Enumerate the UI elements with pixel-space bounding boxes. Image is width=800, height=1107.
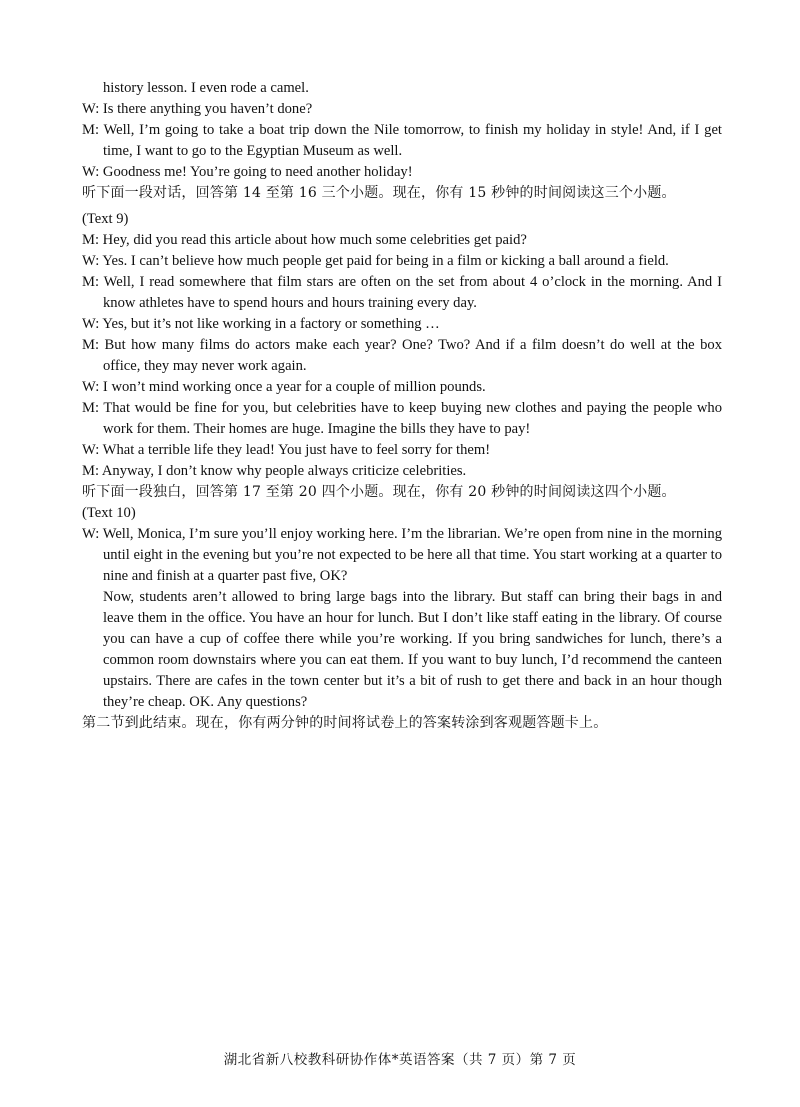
transcript-line: M: That would be fine for you, but celebrities have to keep buying new clothes and paying the people who work for them. Their homes are huge. Imagine the bills they have to pay! (82, 400, 722, 437)
instruction-zh: 第二节到此结束。现在，你有两分钟的时间将试卷上的答案转涂到客观题答题卡上。 (82, 715, 608, 731)
document-body (82, 78, 722, 734)
transcript-line: M: Well, I read somewhere that film stars are often on the set from about 4 o’clock in the morning. And I know athletes have to spend hours and hours training every day. (82, 274, 722, 311)
text-label: (Text 10) (82, 505, 136, 521)
transcript-line: M: Anyway, I don’t know why people always criticize celebrities. (82, 463, 467, 479)
transcript-line: M: Hey, did you read this article about how much some celebrities get paid? (82, 232, 527, 248)
instruction-zh: 听下面一段独白，回答第 17 至第 20 四个小题。现在，你有 20 秒钟的时间阅读这四个小题。 (82, 484, 676, 500)
instruction-zh: 听下面一段对话，回答第 14 至第 16 三个小题。现在，你有 15 秒钟的时间阅读这三个小题。 (82, 185, 676, 201)
transcript-line: W: Yes, but it’s not like working in a factory or something … (82, 316, 440, 332)
transcript-line: W: Well, Monica, I’m sure you’ll enjoy working here. I’m the librarian. We’re open from nine in the morning until eight in the evening but you’re not expected to be here all that time. You start working at a quarter to nine and finish at a quarter past five, OK? (82, 526, 722, 584)
transcript-line: W: Goodness me! You’re going to need another holiday! (82, 164, 413, 180)
transcript-line: W: Is there anything you haven’t done? (82, 101, 313, 117)
transcript-line: W: Yes. I can’t believe how much people get paid for being in a film or kicking a ball around a field. (82, 253, 669, 269)
transcript-paragraph: Now, students aren’t allowed to bring large bags into the library. But staff can bring their bags in and leave them in the office. You have an hour for lunch. But I don’t like staff eating in the library. Of course you can have a cup of coffee there while you’re working. If you bring sandwiches for lunch, there’s a common room downstairs where you can eat them. If you want to buy lunch, I’d recommend the canteen upstairs. There are cafes in the town center but it’s a bit of rush to get there and back in an hour though they’re cheap. OK. Any questions? (103, 589, 722, 710)
transcript-line: W: What a terrible life they lead! You just have to feel sorry for them! (82, 442, 491, 458)
transcript-line: W: I won’t mind working once a year for a couple of million pounds. (82, 379, 486, 395)
transcript-line: M: But how many films do actors make each year? One? Two? And if a film doesn’t do well at the box office, they may never work again. (82, 337, 722, 374)
transcript-line: history lesson. I even rode a camel. (103, 80, 309, 96)
text-label: (Text 9) (82, 211, 129, 227)
page-footer: 湖北省新八校教科研协作体*英语答案（共 7 页）第 7 页 (223, 1052, 577, 1068)
transcript-line: M: Well, I’m going to take a boat trip down the Nile tomorrow, to finish my holiday in style! And, if I get time, I want to go to the Egyptian Museum as well. (82, 122, 722, 159)
